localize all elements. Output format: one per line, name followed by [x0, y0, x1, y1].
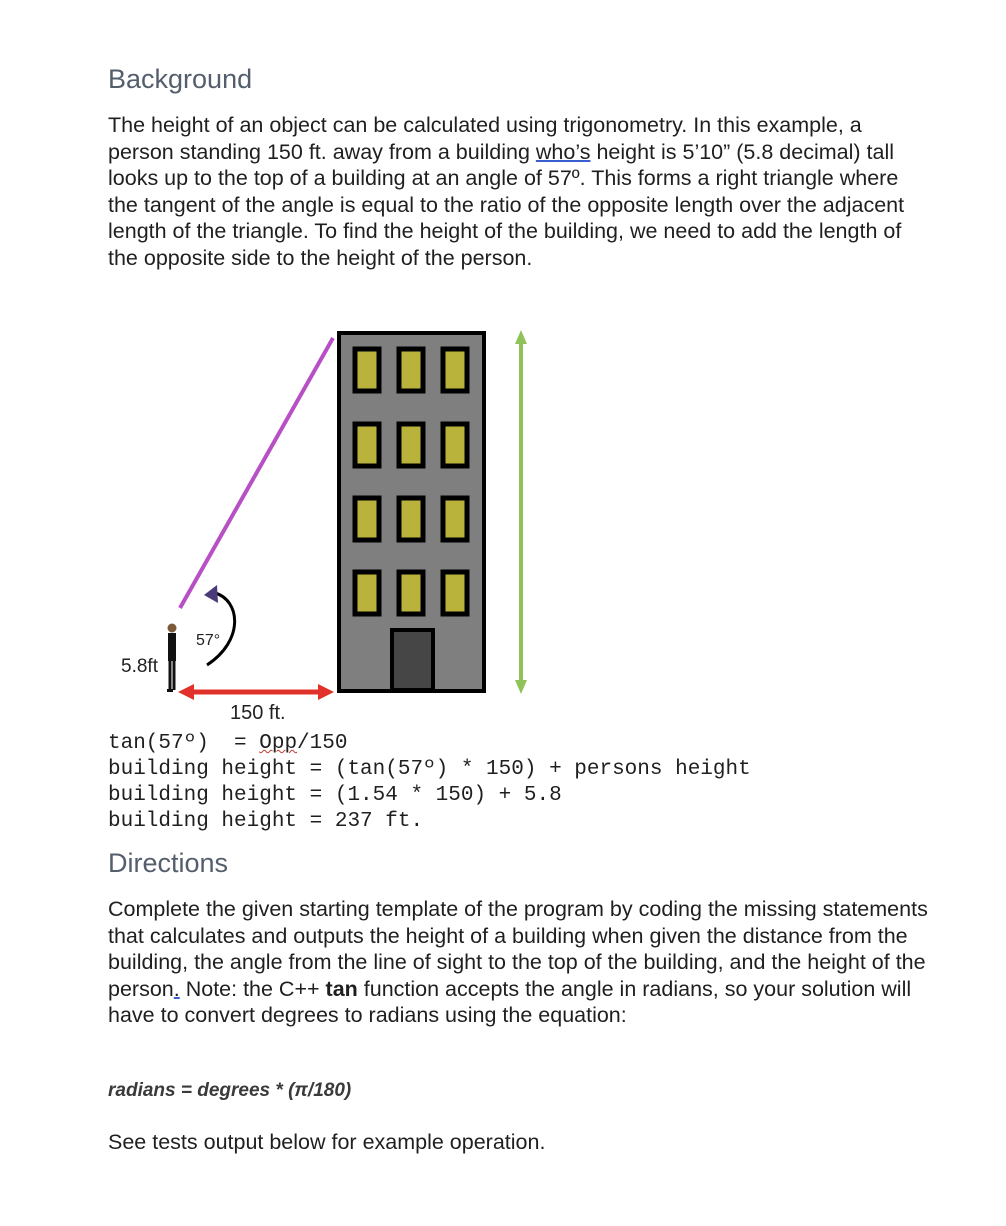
window [399, 572, 423, 614]
directions-paragraph [108, 896, 928, 1029]
window [443, 424, 467, 466]
sight-line [180, 338, 333, 608]
directions-text-end: function accepts the angle in radians, so your solution will have to convert degrees to radians using the equation: [108, 976, 912, 1027]
calc-opp: Opp [259, 732, 298, 755]
person-height-label: 5.8ft [121, 656, 158, 677]
window [399, 498, 423, 540]
background-heading: Background [108, 64, 253, 94]
building-door [392, 630, 433, 690]
window [355, 424, 379, 466]
calc-line-2: building height = (tan(57º) * 150) + persons height [108, 758, 751, 781]
background-text-start: The height of an object can be calculated using trigonometry. In this example, a person standing 150 ft. away from a building [108, 113, 862, 164]
window [355, 498, 379, 540]
angle-label: 57° [196, 632, 221, 649]
directions-text-start: Complete the given starting template of the program by coding the missing statements that calculates and outputs the height of a building when given the distance from the building, the angle from the line of sight to the top of the building, and the height of the person [108, 897, 928, 1001]
background-text-end: height is 5’10” (5.8 decimal) tall looks up to the top of a building at an angle of 57º. This forms a right triangle where the tangent of the angle is equal to the ratio of the opposite length over the adjacent length of the triangle. To find the height of the building, we need to add the length of the opposite side to the height of the person. [108, 139, 905, 270]
height-arrow [515, 330, 527, 694]
window [399, 349, 423, 391]
directions-period: . [173, 976, 180, 1001]
calc-line-4: building height = 237 ft. [108, 810, 424, 833]
window [399, 424, 423, 466]
angle-arc [204, 585, 235, 665]
window [355, 572, 379, 614]
directions-text-mid: Note: the C++ [179, 976, 326, 1001]
underlined-word: who’s [535, 139, 591, 164]
distance-arrow [178, 684, 334, 700]
window [355, 349, 379, 391]
calc-line-1-prefix: tan(57º) = [108, 732, 260, 755]
directions-heading: Directions [108, 848, 229, 878]
tests-note: See tests output below for example operation. [108, 1130, 546, 1154]
distance-label: 150 ft. [230, 702, 286, 724]
radians-formula: radians = degrees * (π/180) [108, 1080, 352, 1101]
calc-line-1-suffix: /150 [297, 732, 348, 755]
calc-line-3: building height = (1.54 * 150) + 5.8 [108, 784, 562, 807]
person-figure [167, 624, 177, 693]
tan-keyword: tan [325, 976, 358, 1001]
window [443, 349, 467, 391]
calc-line-1 [108, 731, 347, 757]
window [443, 498, 467, 540]
window [443, 572, 467, 614]
